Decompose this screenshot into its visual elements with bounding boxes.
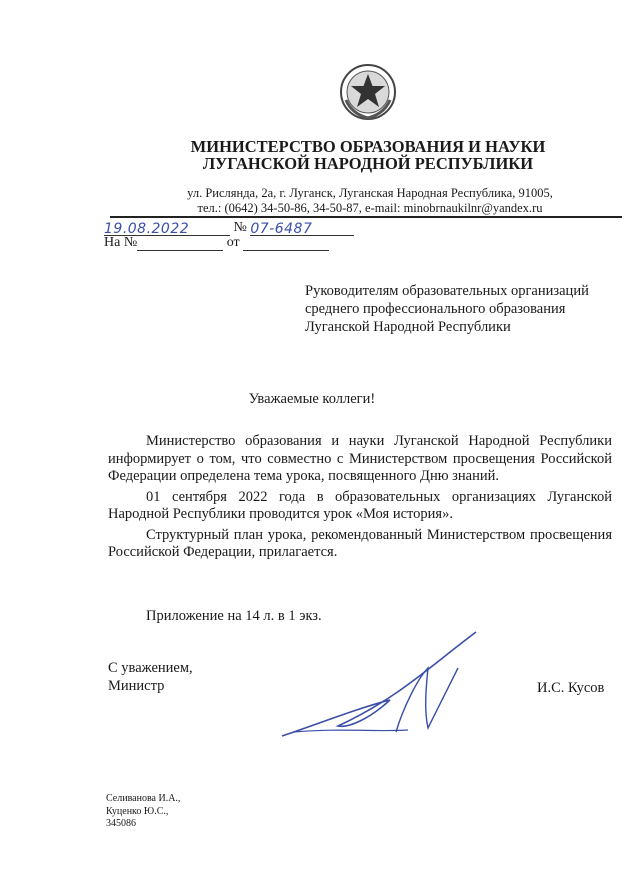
- signer-position: Министр: [108, 678, 165, 694]
- letter-body: [108, 433, 612, 562]
- executor-line2: Куценко Ю.С.,: [106, 805, 169, 817]
- reply-label: На №: [104, 235, 138, 250]
- body-paragraph-3: Структурный план урока, рекомендованный Министерством просвещения Российской Федерации, прилагается.: [108, 526, 612, 560]
- from-label: от: [226, 235, 240, 250]
- ministry-title-line1: МИНИСТЕРСТВО ОБРАЗОВАНИЯ И НАУКИ: [190, 137, 546, 156]
- registration-number: 07-6487: [250, 221, 354, 236]
- closing: С уважением,: [108, 660, 193, 676]
- reply-number-blank: [137, 236, 223, 251]
- registration-line: [104, 220, 354, 236]
- reply-line: [104, 235, 329, 251]
- body-paragraph-1: Министерство образования и науки Луганской Народной Республики информирует о том, что совместно с Министерством просвещения Российской Федерации определена тема урока, посвященного Дню знаний.: [108, 433, 612, 484]
- executor-phone: 345086: [106, 818, 136, 829]
- header-divider: [110, 216, 622, 218]
- greeting: Уважаемые коллеги!: [248, 391, 376, 407]
- number-label: №: [233, 220, 247, 235]
- registration-date: 19.08.2022: [104, 221, 230, 236]
- executor-info: [106, 793, 180, 831]
- signer-name: И.С. Кусов: [537, 680, 605, 696]
- ministry-title-line2: ЛУГАНСКОЙ НАРОДНОЙ РЕСПУБЛИКИ: [202, 154, 534, 173]
- signature-block: [108, 659, 193, 695]
- attachment-note: Приложение на 14 л. в 1 экз.: [146, 608, 322, 624]
- address-line2: тел.: (0642) 34-50-86, 34-50-87, e-mail: minobrnaukilnr@yandex.ru: [197, 201, 543, 215]
- coat-of-arms-icon: [338, 62, 398, 122]
- addressee-line1: Руководителям образовательных организаций: [305, 283, 589, 299]
- body-paragraph-2: 01 сентября 2022 года в образовательных организациях Луганской Народной Республики проводится урок «Моя история».: [108, 488, 612, 522]
- reply-date-blank: [243, 236, 329, 251]
- addressee-line2: среднего профессионального образования: [305, 301, 566, 317]
- addressee-line3: Луганской Народной Республики: [305, 319, 511, 335]
- addressee: [305, 282, 605, 336]
- address-line1: ул. Рисляндa, 2а, г. Луганск, Луганская Народная Республика, 91005,: [187, 186, 553, 200]
- handwritten-signature: [278, 628, 488, 748]
- executor-line1: Селиванова И.А.,: [106, 793, 181, 804]
